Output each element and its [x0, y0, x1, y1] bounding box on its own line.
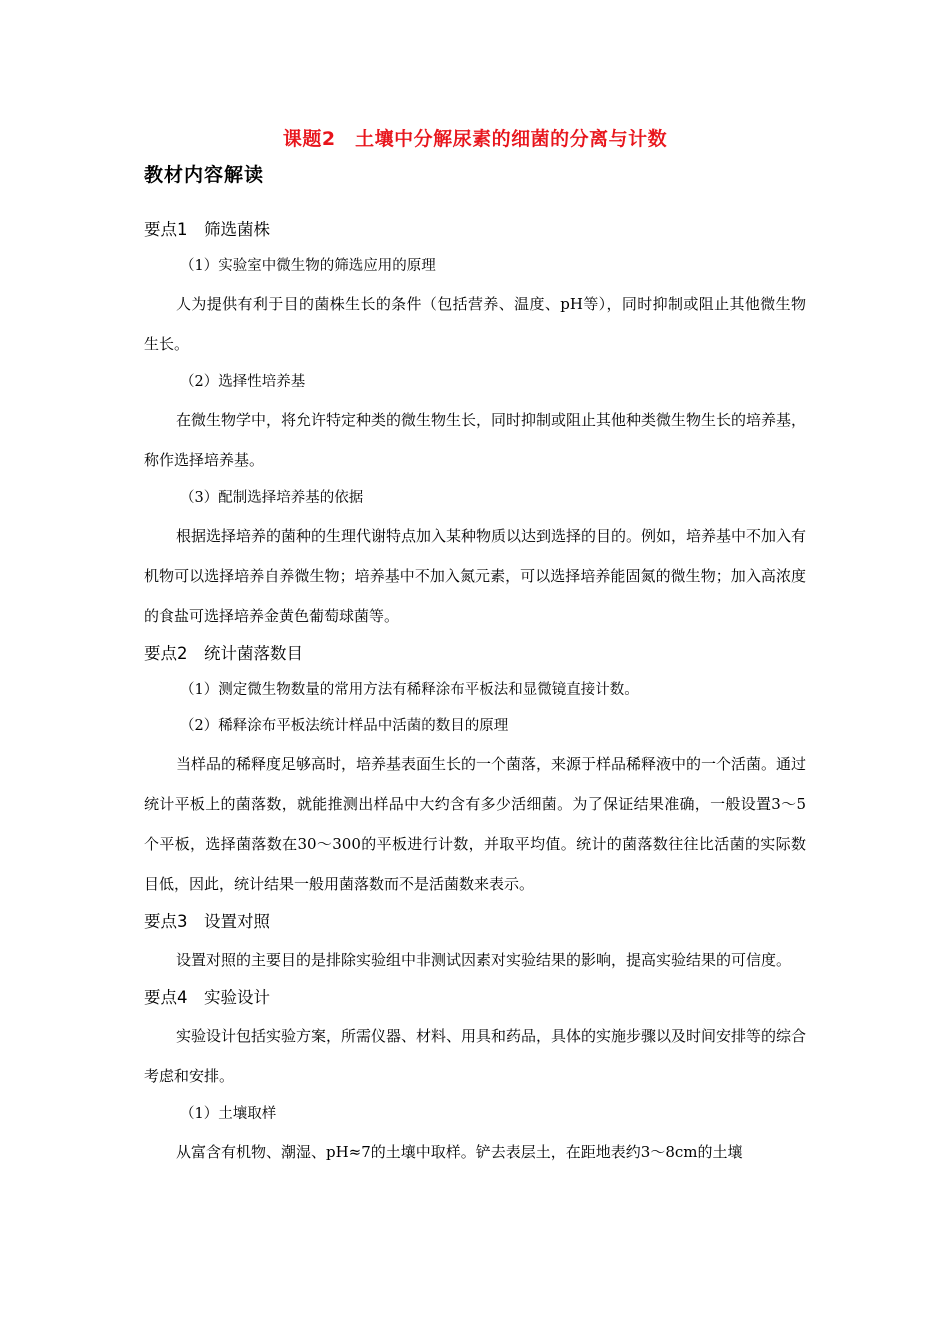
point-heading: 要点3 设置对照: [144, 912, 270, 931]
point-heading: 要点1 筛选菌株: [144, 220, 270, 239]
subheading: （2）稀释涂布平板法统计样品中活菌的数目的原理: [180, 718, 509, 734]
paragraph: 实验设计包括实验方案，所需仪器、材料、用具和药品，具体的实施步骤以及时间安排等的综合考虑和安排。: [144, 1027, 807, 1085]
subheading: （1）实验室中微生物的筛选应用的原理: [180, 258, 436, 274]
document-title: 课题2 土壤中分解尿素的细菌的分离与计数: [282, 128, 668, 150]
paragraph: 在微生物学中，将允许特定种类的微生物生长，同时抑制或阻止其他种类微生物生长的培养基，称作选择培养基。: [144, 411, 807, 469]
point-heading: 要点4 实验设计: [144, 988, 270, 1007]
paragraph: 设置对照的主要目的是排除实验组中非测试因素对实验结果的影响，提高实验结果的可信度。: [176, 951, 792, 969]
subheading: （3）配制选择培养基的依据: [180, 490, 364, 506]
paragraph: 从富含有机物、潮湿、pH≈7的土壤中取样。铲去表层土，在距地表约3～8cm的土壤: [176, 1143, 743, 1161]
paragraph: 人为提供有利于目的菌株生长的条件（包括营养、温度、pH等），同时抑制或阻止其他微生物生长。: [144, 295, 806, 353]
subheading: （2）选择性培养基: [180, 374, 306, 390]
document-body: [144, 212, 806, 1172]
paragraph: 根据选择培养的菌种的生理代谢特点加入某种物质以达到选择的目的。例如，培养基中不加入有机物可以选择培养自养微生物；培养基中不加入氮元素，可以选择培养能固氮的微生物；加入高浓度的食盐可选择培养金黄色葡萄球菌等。: [144, 527, 807, 625]
subheading: （1）土壤取样: [180, 1106, 277, 1122]
section-label: 教材内容解读: [144, 164, 265, 186]
paragraph: 当样品的稀释度足够高时，培养基表面生长的一个菌落，来源于样品稀释液中的一个活菌。通过统计平板上的菌落数，就能推测出样品中大约含有多少活细菌。为了保证结果准确，一般设置3～5个平板，选择菌落数在30～300的平板进行计数，并取平均值。统计的菌落数往往比活菌的实际数目低，因此，统计结果一般用菌落数而不是活菌数来表示。: [144, 755, 807, 893]
subheading: （1）测定微生物数量的常用方法有稀释涂布平板法和显微镜直接计数。: [180, 682, 639, 698]
point-heading: 要点2 统计菌落数目: [144, 644, 303, 663]
